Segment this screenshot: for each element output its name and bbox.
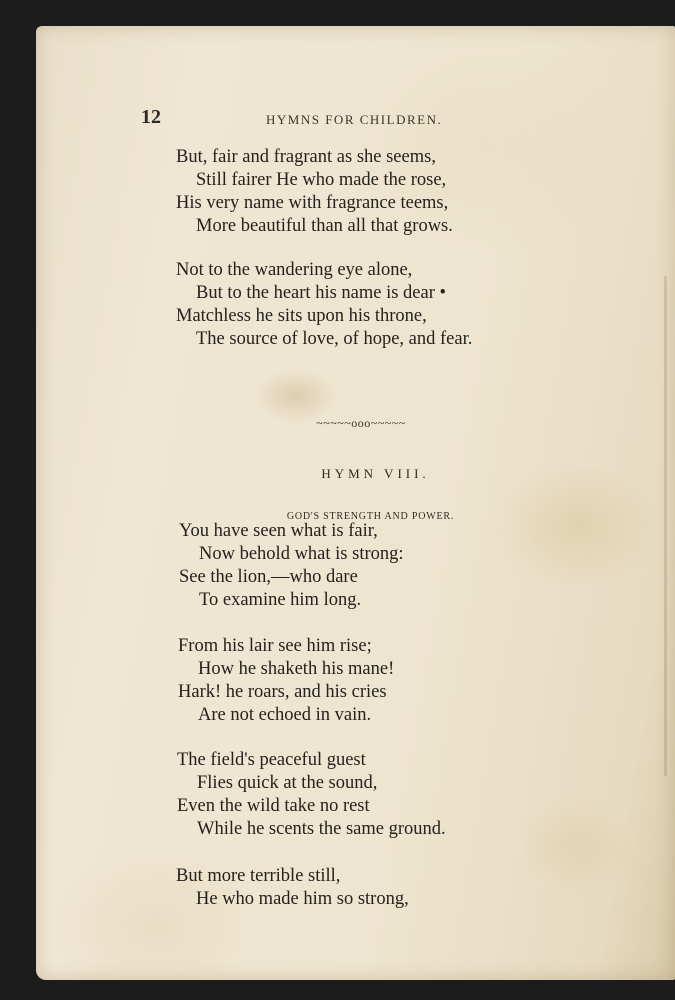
section-ornament: ~~~~~ooo~~~~~ (316, 416, 406, 430)
hymn-title: HYMN VIII. (321, 466, 430, 481)
poem-line: But more terrible still, (176, 866, 341, 886)
poem-line: See the lion,—who dare (179, 567, 358, 587)
poem-line: Still fairer He who made the rose, (196, 170, 447, 190)
poem-line: His very name with fragrance teems, (176, 193, 449, 213)
hymn-stanza-1 (179, 520, 599, 612)
poem-line: From his lair see him rise; (178, 636, 372, 656)
poem-line: More beautiful than all that grows. (196, 216, 453, 236)
poem-line: Are not echoed in vain. (198, 705, 372, 725)
poem-line: Hark! he roars, and his cries (178, 682, 387, 702)
poem-line: The source of love, of hope, and fear. (196, 329, 473, 349)
poem-line: The field's peaceful guest (177, 750, 366, 770)
stanza-2 (176, 259, 596, 351)
poem-line: While he scents the same ground. (197, 819, 446, 839)
hymn-stanza-2 (178, 635, 598, 727)
page-fold-shadow (664, 276, 667, 776)
poem-line: Not to the wandering eye alone, (176, 260, 413, 280)
running-head: HYMNS FOR CHILDREN. (266, 112, 443, 127)
page-header (36, 106, 675, 136)
poem-line: Matchless he sits upon his throne, (176, 306, 427, 326)
poem-line: Now behold what is strong: (199, 544, 404, 564)
poem-line: To examine him long. (199, 590, 362, 610)
hymn-subtitle: GOD'S STRENGTH AND POWER. (286, 511, 455, 522)
page-number: 12 (141, 106, 161, 128)
poem-line: But to the heart his name is dear • (196, 283, 446, 303)
poem-line: You have seen what is fair, (179, 521, 378, 541)
poem-line: But, fair and fragrant as she seems, (176, 147, 436, 167)
poem-line: Even the wild take no rest (177, 796, 370, 816)
stanza-1 (176, 146, 596, 238)
book-page (36, 26, 675, 980)
hymn-stanza-3 (177, 749, 597, 841)
poem-line: He who made him so strong, (196, 889, 409, 909)
hymn-stanza-4 (176, 865, 596, 911)
poem-line: How he shaketh his mane! (198, 659, 395, 679)
poem-line: Flies quick at the sound, (197, 773, 378, 793)
